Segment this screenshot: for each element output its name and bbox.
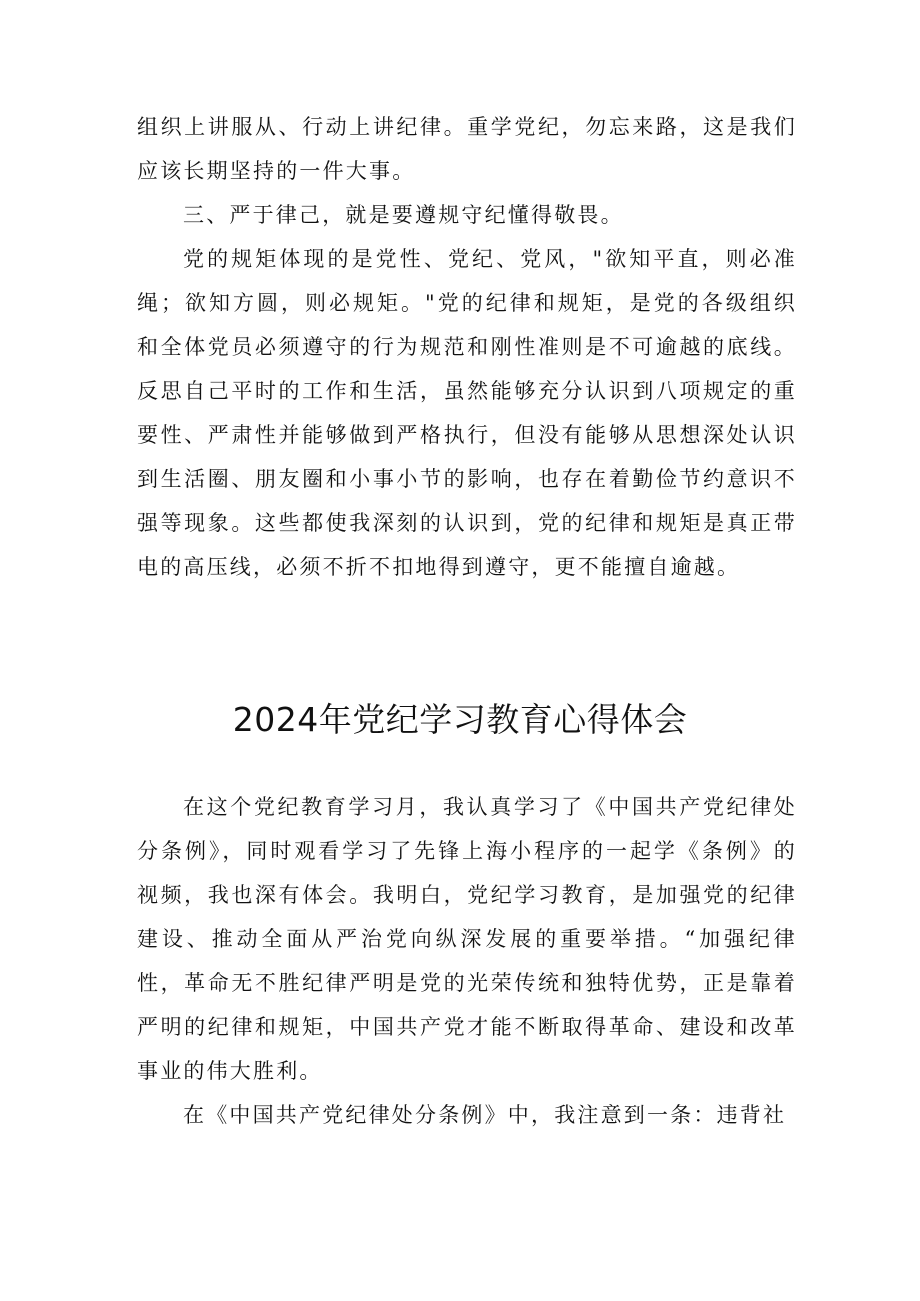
body-text-bottom [137,785,797,1137]
paragraph-party-rules: 党的规矩体现的是党性、党纪、党风，"欲知平直，则必准绳；欲知方圆，则必规矩。"党的纪律和规矩，是党的各级组织和全体党员必须遵守的行为规范和刚性准则是不可逾越的底线。反思自己平时的工作和生活，虽然能够充分认识到八项规定的重要性、严肃性并能够做到严格执行，但没有能够从思想深处认识到生活圈、朋友圈和小事小节的影响，也存在着勤俭节约意识不强等现象。这些都使我深刻的认识到，党的纪律和规矩是真正带电的高压线，必须不折不扣地得到遵守，更不能擅自逾越。 [137,247,797,579]
paragraph-regulations: 在《中国共产党纪律处分条例》中，我注意到一条：违背社 [183,1103,787,1127]
body-text-top [137,105,797,589]
document-title: 2024年党纪学习教育心得体会 [232,700,688,739]
paragraph-study-month: 在这个党纪教育学习月，我认真学习了《中国共产党纪律处分条例》，同时观看学习了先锋上海小程序的一起学《条例》的视频，我也深有体会。我明白，党纪学习教育，是加强党的纪律建设、推动全面从严治党向纵深发展的重要举措。“加强纪律性，革命无不胜纪律严明是党的光荣传统和独特优势，正是靠着严明的纪律和规矩，中国共产党才能不断取得革命、建设和改革事业的伟大胜利。 [137,795,797,1083]
section-heading-three: 三、严于律己，就是要遵规守纪懂得敬畏。 [183,203,624,227]
paragraph-continuation: 组织上讲服从、行动上讲纪律。重学党纪，勿忘来路，这是我们应该长期坚持的一件大事。 [137,115,797,183]
